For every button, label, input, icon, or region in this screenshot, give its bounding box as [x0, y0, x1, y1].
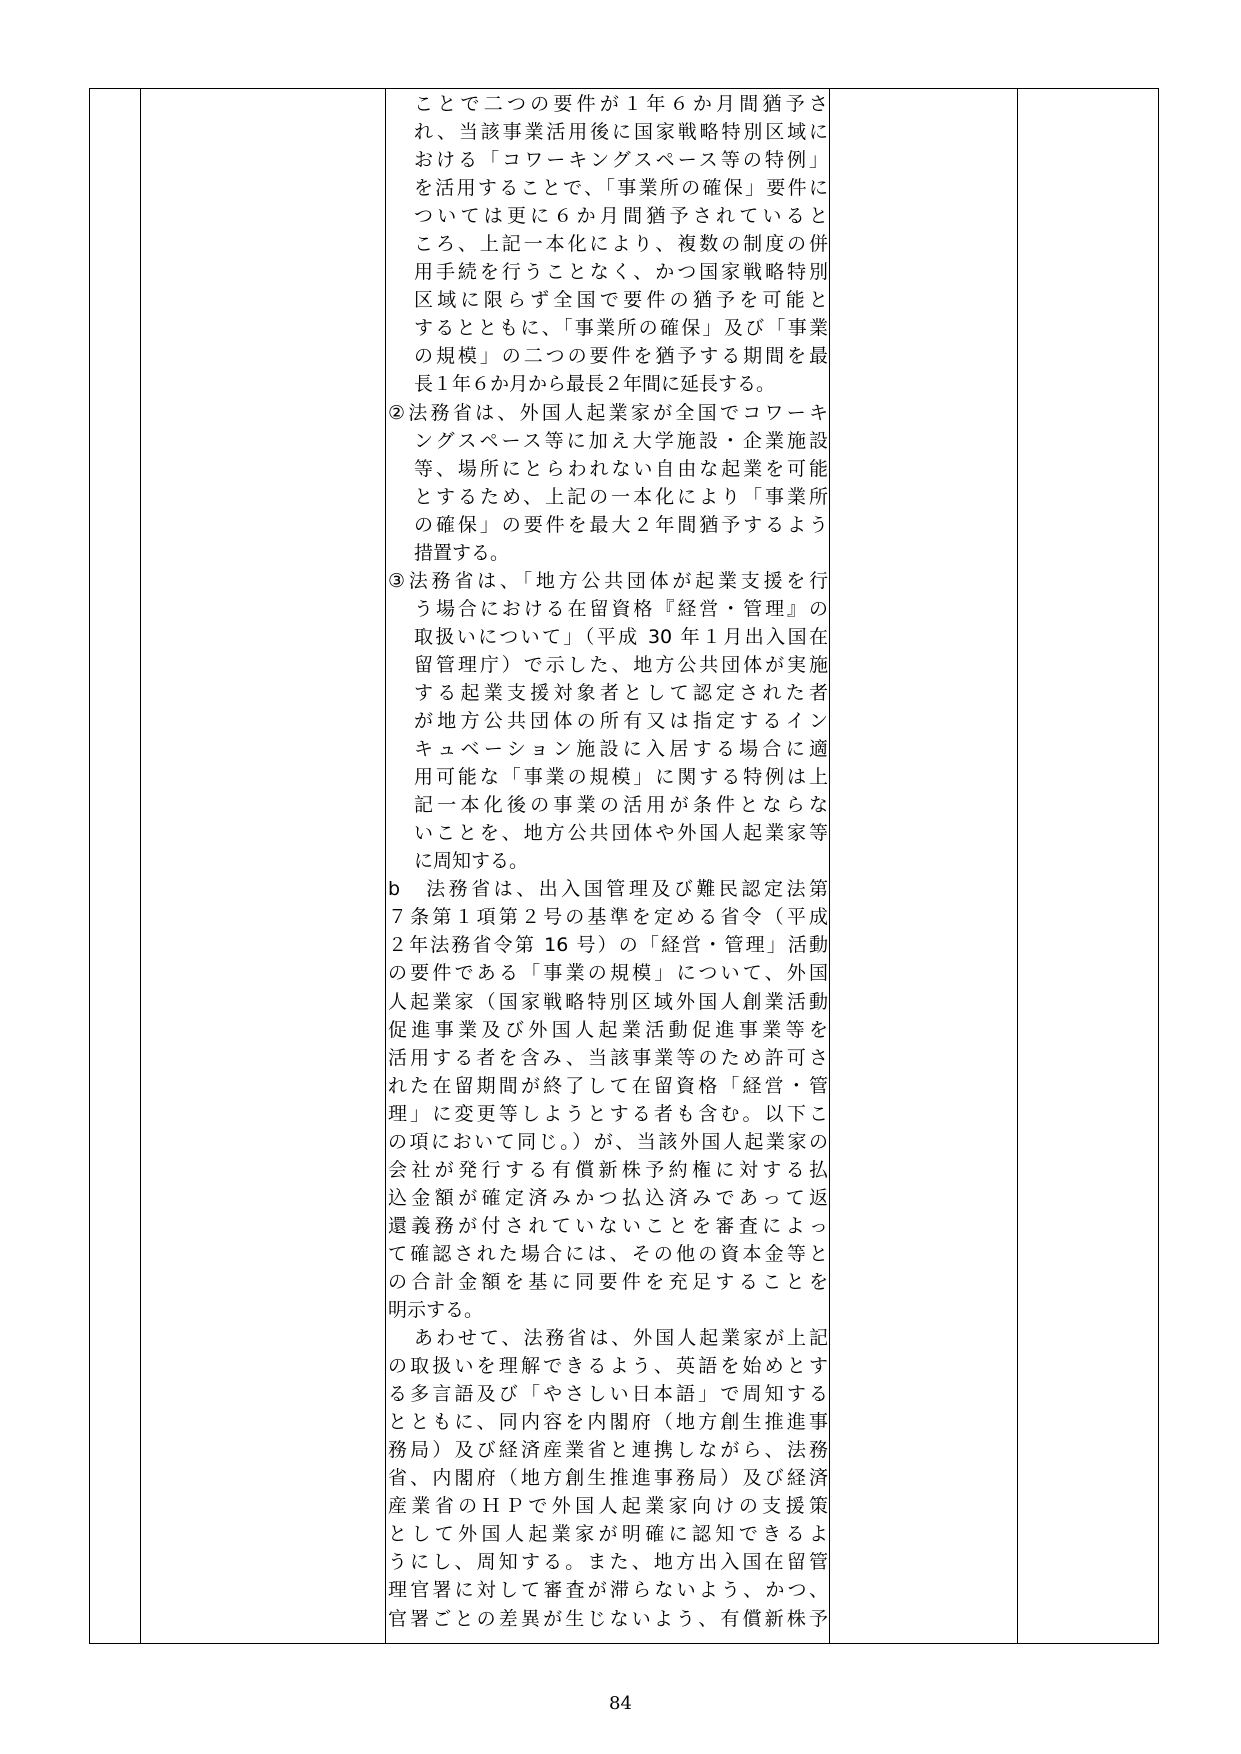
text-line: 用可能な「事業の規模」に関する特例は上 [414, 766, 828, 789]
text-line: 込金額が確定済みかつ払込済みであって返 [388, 1186, 828, 1209]
text-line: る多言語及び「やさしい日本語」で周知する [388, 1383, 828, 1406]
text-line: b 法務省は、出入国管理及び難民認定法第 [388, 878, 828, 901]
text-line: ７条第１項第２号の基準を定める省令（平成 [388, 906, 828, 929]
text-line: の規模」の二つの要件を猶予する期間を最 [414, 345, 828, 368]
text-line: の確保」の要件を最大２年間猶予するよう [414, 513, 828, 536]
text-line: おける「コワーキングスペース等の特例」 [414, 149, 828, 172]
text-line: とともに、同内容を内閣府（地方創生推進事 [388, 1411, 828, 1434]
text-line: 務局）及び経済産業省と連携しながら、法務 [388, 1439, 828, 1462]
text-line: 長１年６か月から最長２年間に延長する。 [414, 373, 776, 396]
text-line: ③法務省は、「地方公共団体が起業支援を行 [388, 569, 828, 592]
text-line: 記一本化後の事業の活用が条件とならな [414, 794, 828, 817]
table-border-right [1158, 88, 1159, 1644]
text-line: として外国人起業家が明確に認知できるよ [388, 1523, 828, 1546]
text-line: する起業支援対象者として認定された者 [414, 681, 828, 704]
text-line: を活用することで、「事業所の確保」要件に [414, 177, 828, 200]
text-line: う場合における在留資格『経営・管理』の [414, 597, 828, 620]
text-line: 省、内閣府（地方創生推進事務局）及び経済 [388, 1467, 828, 1490]
text-line: ついては更に６か月間猶予されていると [414, 205, 828, 228]
text-line: 会社が発行する有償新株予約権に対する払 [388, 1158, 828, 1181]
measure-content-cell [388, 90, 828, 1633]
text-line: ことで二つの要件が１年６か月間猶予さ [414, 93, 828, 115]
text-line: キュベーション施設に入居する場合に適 [414, 738, 828, 761]
text-line: 活用する者を含み、当該事業等のため許可さ [388, 1046, 828, 1069]
table-border-left [89, 88, 90, 1644]
text-line: れ、当該事業活用後に国家戦略特別区域に [414, 121, 828, 144]
column-divider-1 [140, 88, 141, 1644]
page-number: 84 [609, 1693, 632, 1714]
text-line: の合計金額を基に同要件を充足することを [388, 1270, 828, 1293]
text-line: 官署ごとの差異が生じないよう、有償新株予 [388, 1607, 828, 1630]
text-line: あわせて、法務省は、外国人起業家が上記 [414, 1327, 828, 1350]
text-line: 明示する。 [388, 1299, 484, 1322]
text-line: て確認された場合には、その他の資本金等と [388, 1242, 828, 1265]
text-line: ころ、上記一本化により、複数の制度の併 [414, 233, 828, 256]
text-line: 等、場所にとらわれない自由な起業を可能 [414, 457, 828, 480]
text-line: ②法務省は、外国人起業家が全国でコワーキ [388, 401, 828, 424]
text-line: が地方公共団体の所有又は指定するイン [414, 710, 828, 733]
text-line: の取扱いを理解できるよう、英語を始めとす [388, 1355, 828, 1378]
text-line: 還義務が付されていないことを審査によっ [388, 1214, 828, 1237]
text-line: 措置する。 [414, 541, 510, 564]
text-line: 理」に変更等しようとする者も含む。以下こ [388, 1102, 828, 1125]
column-divider-3 [829, 88, 830, 1644]
text-line: 留管理庁）で示した、地方公共団体が実施 [414, 653, 828, 676]
column-divider-4 [1017, 88, 1018, 1644]
text-line: とするため、上記の一本化により「事業所 [414, 485, 828, 508]
text-line: 取扱いについて」（平成 30 年１月出入国在 [414, 625, 828, 648]
text-line: いことを、地方公共団体や外国人起業家等 [414, 822, 828, 845]
text-line: れた在留期間が終了して在留資格「経営・管 [388, 1074, 828, 1097]
text-line: 理官署に対して審査が滞らないよう、かつ、 [388, 1579, 828, 1602]
text-line: するとともに、「事業所の確保」及び「事業 [414, 317, 828, 340]
text-line: の要件である「事業の規模」について、外国 [388, 962, 828, 985]
text-line: ２年法務省令第 16 号）の「経営・管理」活動 [388, 934, 828, 957]
text-line: に周知する。 [414, 850, 529, 873]
text-line: 区域に限らず全国で要件の猶予を可能と [414, 289, 828, 312]
table-border-top [89, 88, 1158, 89]
text-line: 産業省のＨＰで外国人起業家向けの支援策 [388, 1495, 828, 1518]
text-line: 促進事業及び外国人起業活動促進事業等を [388, 1018, 828, 1041]
text-line: の項において同じ。）が、当該外国人起業家の [388, 1130, 828, 1153]
text-line: 人起業家（国家戦略特別区域外国人創業活動 [388, 990, 828, 1013]
text-line: ングスペース等に加え大学施設・企業施設 [414, 429, 828, 452]
text-line: 用手続を行うことなく、かつ国家戦略特別 [414, 261, 828, 284]
text-line: うにし、周知する。また、地方出入国在留管 [388, 1551, 828, 1574]
table-border-bottom [89, 1643, 1158, 1644]
column-divider-2 [385, 88, 386, 1644]
